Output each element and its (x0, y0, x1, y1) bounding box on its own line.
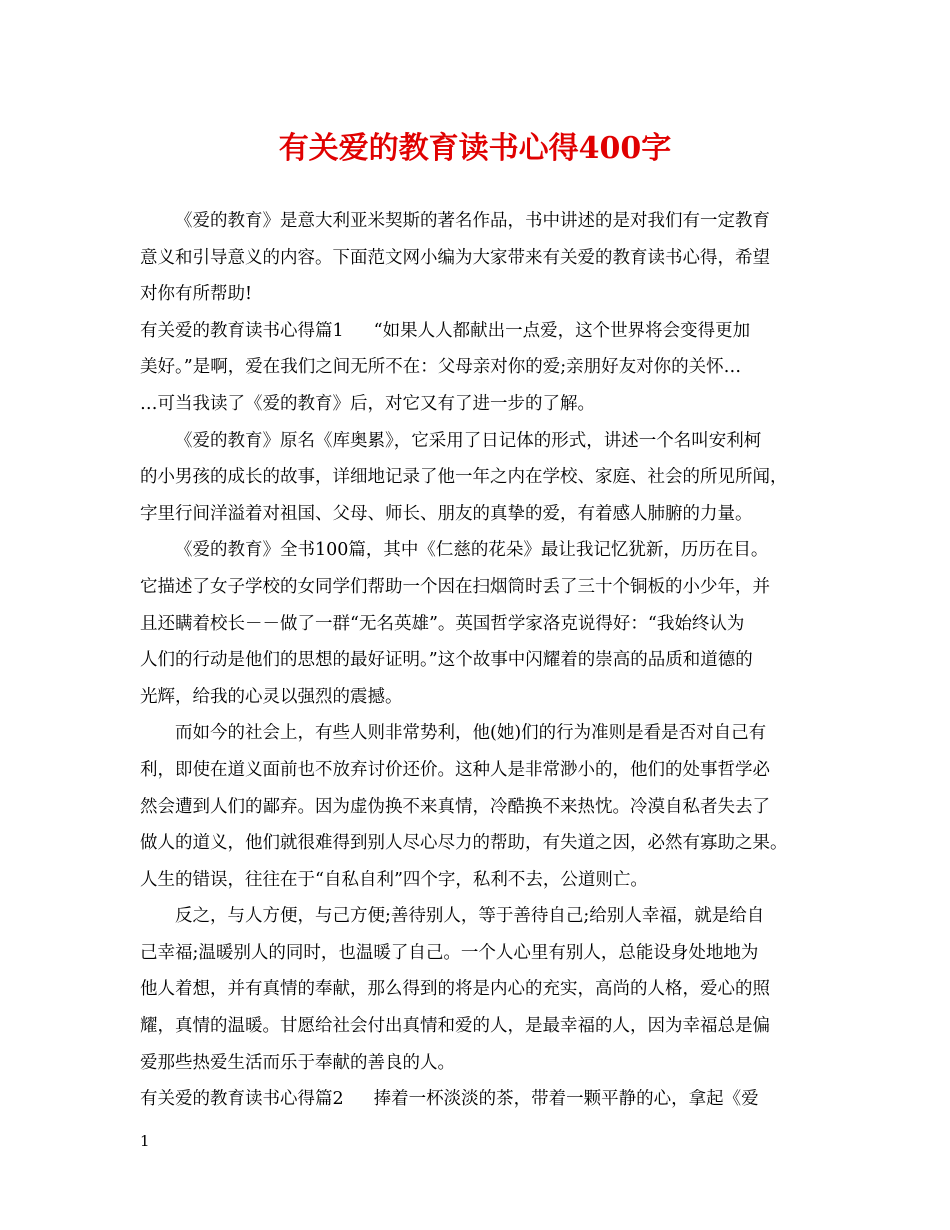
section-heading-line (140, 313, 820, 350)
section-heading: 有关爱的教育读书心得篇1 (140, 320, 344, 341)
paragraph-text: 捧着一杯淡淡的茶，带着一颗平静的心，拿起《爱 (373, 1089, 759, 1110)
paragraph-line: 然会遭到人们的鄙弃。因为虚伪换不来真情，冷酷换不来热忱。冷漠自私者失去了 (140, 796, 770, 817)
paragraph-line: 他人着想，并有真情的奉献，那么得到的将是内心的充实，高尚的人格，爱心的照 (140, 979, 770, 1000)
paragraph-line: 爱那些热爱生活而乐于奉献的善良的人。 (140, 1052, 455, 1073)
paragraph-line: 而如今的社会上，有些人则非常势利，他(她)们的行为准则是看是否对自己有 (175, 723, 767, 744)
document-title: 有关爱的教育读书心得400字 (278, 131, 672, 166)
paragraph-line: 对你有所帮助! (140, 284, 253, 305)
document-body (140, 203, 820, 1118)
paragraph-text: “如果人人都献出一点爱，这个世界将会变得更加 (373, 320, 751, 341)
section-heading: 有关爱的教育读书心得篇2 (140, 1089, 344, 1110)
page-number: 1 (140, 1132, 150, 1150)
paragraph-line: 它描述了女子学校的女同学们帮助一个因在扫烟筒时丢了三十个铜板的小少年，并 (140, 576, 770, 597)
paragraph-line: 人生的错误，往往在于“自私自利”四个字，私利不去，公道则亡。 (140, 869, 648, 890)
section-heading-line (140, 1081, 820, 1118)
paragraph-line: 美好。”是啊，爱在我们之间无所不在：父母亲对你的爱;亲朋好友对你的关怀… (140, 357, 742, 378)
paragraph-line: 《爱的教育》是意大利亚米契斯的著名作品，书中讲述的是对我们有一定教育 (175, 211, 770, 231)
paragraph-line: 人们的行动是他们的思想的最好证明。”这个故事中闪耀着的崇高的品质和道德的 (140, 650, 753, 671)
paragraph-line: 光辉，给我的心灵以强烈的震撼。 (140, 686, 403, 707)
paragraph-line: 的小男孩的成长的故事，详细地记录了他一年之内在学校、家庭、社会的所见所闻， (140, 467, 788, 488)
paragraph-line: 《爱的教育》原名《库奥累》，它采用了日记体的形式，讲述一个名叫安利柯 (175, 430, 762, 451)
paragraph-line: 字里行间洋溢着对祖国、父母、师长、朋友的真挚的爱，有着感人肺腑的力量。 (140, 503, 753, 524)
paragraph-line: 耀，真情的温暖。甘愿给社会付出真情和爱的人，是最幸福的人，因为幸福总是偏 (140, 1016, 770, 1037)
paragraph-line: 《爱的教育》全书100篇，其中《仁慈的花朵》最让我记忆犹新，历历在目。 (175, 540, 769, 561)
paragraph-line: …可当我读了《爱的教育》后，对它又有了进一步的了解。 (140, 393, 595, 414)
paragraph-line: 反之，与人方便，与己方便;善待别人，等于善待自己;给别人幸福，就是给自 (175, 906, 765, 927)
paragraph-line: 且还瞒着校长－－做了一群“无名英雄”。英国哲学家洛克说得好：“我始终认为 (140, 613, 745, 634)
paragraph-line: 做人的道义，他们就很难得到别人尽心尽力的帮助，有失道之因，必然有寡助之果。 (140, 833, 788, 854)
paragraph-line: 利，即使在道义面前也不放弃讨价还价。这种人是非常渺小的，他们的处事哲学必 (140, 759, 770, 780)
paragraph-line: 意义和引导意义的内容。下面范文网小编为大家带来有关爱的教育读书心得，希望 (140, 247, 770, 268)
paragraph-line: 己幸福;温暖别人的同时，也温暖了自己。一个人心里有别人，总能设身处地地为 (140, 942, 759, 963)
